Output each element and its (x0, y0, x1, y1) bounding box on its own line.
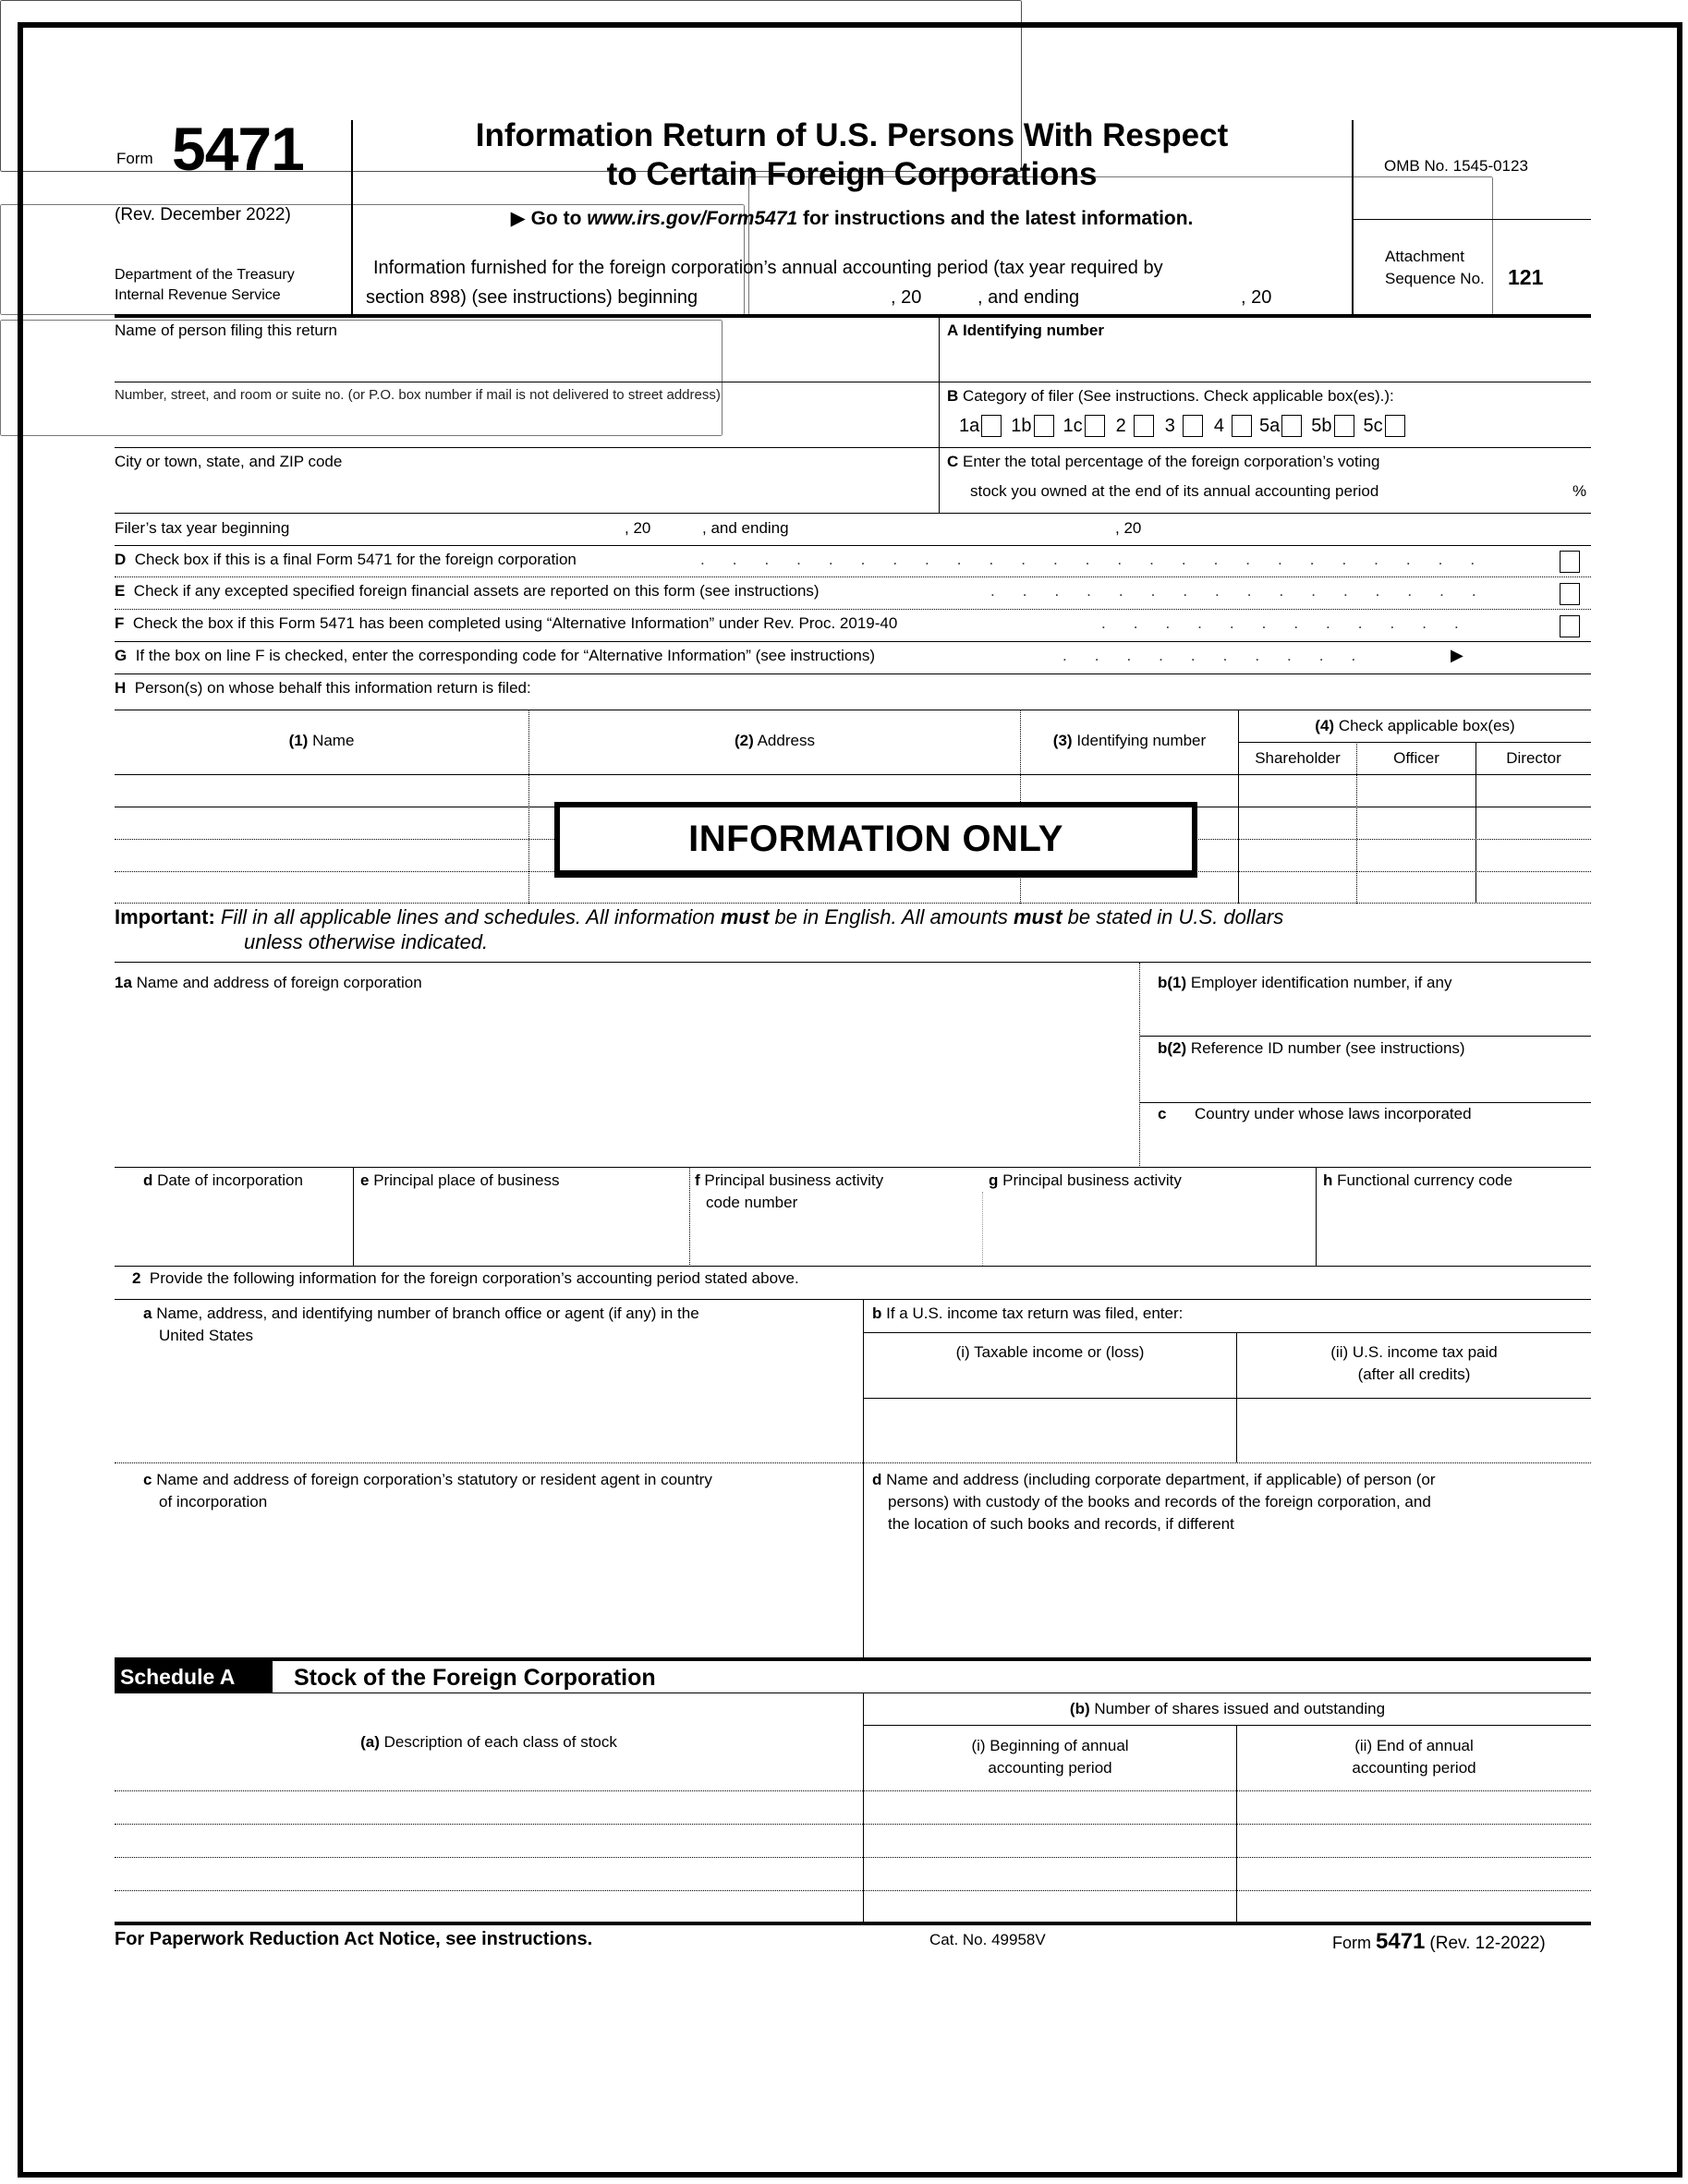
goto-instructions: ▶ Go to www.irs.gov/Form5471 for instructions and the latest information. (510, 208, 1194, 229)
section2-intro: 2 Provide the following information for the foreign corporation’s accounting period stated above. (132, 1269, 799, 1287)
activity-code-label: f Principal business activity (695, 1171, 884, 1189)
beginning-period-header-2: accounting period (988, 1759, 1112, 1777)
rule (115, 1462, 1591, 1463)
ein-label: b(1) Employer identification number, if any (1158, 974, 1452, 991)
filer-tax-year-end-year-input[interactable] (1150, 516, 1191, 542)
line-e-leader: ................ (990, 582, 1504, 600)
ein-input[interactable] (1160, 998, 1589, 1031)
table-row[interactable] (115, 1858, 1591, 1890)
shares-header: (b) Number of shares issued and outstanding (1069, 1700, 1386, 1717)
header-bottom-rule (115, 314, 1591, 318)
schedule-a-title: Stock of the Foreign Corporation (294, 1665, 656, 1691)
country-label: Country under whose laws incorporated (1195, 1105, 1472, 1122)
schedule-a-bottom-rule (115, 1922, 1591, 1925)
period-beginning-input[interactable] (758, 285, 900, 310)
col-divider (1139, 963, 1140, 1168)
incorporation-date-input[interactable] (118, 1201, 353, 1258)
filer-name-input[interactable] (116, 344, 933, 379)
period-ending-label: , and ending (978, 287, 1080, 308)
rule (115, 673, 1591, 674)
rule (1140, 1102, 1591, 1103)
title-line2: to Certain Foreign Corporations (606, 156, 1098, 192)
col-shareholder-header: Shareholder (1255, 749, 1341, 767)
beginning-period-header: (i) Beginning of annual (971, 1737, 1129, 1754)
line-d: D Check box if this is a final Form 5471 for the foreign corporation (115, 551, 577, 568)
line-g: G If the box on line F is checked, enter the corresponding code for “Alternative Information” (see instructions) (115, 647, 876, 664)
period-line2-beginning: section 898) (see instructions) beginning (366, 287, 698, 308)
percent-sign: % (1573, 482, 1587, 500)
activity-label: g Principal business activity (989, 1171, 1182, 1189)
rule (115, 576, 1591, 577)
filer-tax-year-ending-label: , and ending (702, 519, 789, 537)
line-g-leader: .......... (1063, 647, 1384, 664)
filer-column-divider (939, 318, 940, 514)
table-row[interactable] (115, 1825, 1591, 1857)
street-label: Number, street, and room or suite no. (or P.O. box number if mail is not delivered to street address) (115, 387, 721, 403)
category-5b-checkbox[interactable] (1334, 415, 1354, 437)
activity-code-label-2: code number (706, 1194, 798, 1211)
rule (115, 1167, 1591, 1168)
schedule-a-top-rule (115, 1657, 1591, 1661)
department-line1: Department of the Treasury (115, 267, 295, 283)
schedule-a-badge: Schedule A (115, 1661, 273, 1693)
final-form-checkbox[interactable] (1560, 551, 1580, 573)
rule (864, 1398, 1591, 1399)
footer-form-id: Form 5471 (Rev. 12-2022) (1332, 1929, 1546, 1954)
filer-name-label: Name of person filing this return (115, 322, 337, 339)
category-1c-checkbox[interactable] (1085, 415, 1105, 437)
period-ending-input[interactable] (1105, 285, 1247, 310)
rule (115, 903, 1591, 904)
col-check-header: (4) Check applicable box(es) (1315, 717, 1515, 734)
taxable-income-label: (i) Taxable income or (loss) (955, 1343, 1145, 1361)
identifying-number-letter: A (947, 322, 959, 339)
sequence-label: Sequence No. (1385, 270, 1485, 287)
department-line2: Internal Revenue Service (115, 287, 281, 303)
catalog-number: Cat. No. 49958V (929, 1931, 1046, 1948)
alternative-info-code-input[interactable] (1475, 644, 1589, 670)
line-f-leader: ............ (1101, 614, 1487, 632)
taxable-income-input[interactable] (868, 1404, 1234, 1458)
form-title (353, 116, 1351, 194)
category-letter: B (947, 387, 959, 405)
important-line1: Important: Fill in all applicable lines and schedules. All information must be in English. All amounts must be stated in U.S. dollars (115, 905, 1284, 928)
rule (1239, 742, 1591, 743)
currency-code-input[interactable] (1323, 1201, 1589, 1258)
paperwork-notice: For Paperwork Reduction Act Notice, see instructions. (115, 1929, 593, 1949)
foreign-corp-name-label: 1a Name and address of foreign corporation (115, 974, 422, 991)
col-address-header: (2) Address (735, 732, 815, 749)
filer-tax-year-label: Filer’s tax year beginning (115, 519, 290, 537)
city-input[interactable] (116, 475, 933, 510)
omb-number: OMB No. 1545-0123 (1384, 157, 1528, 175)
filer-tax-year-20b: , 20 (1115, 519, 1142, 537)
reference-id-input[interactable] (1160, 1064, 1589, 1098)
period-line1: Information furnished for the foreign corporation’s annual accounting period (tax year required by (373, 258, 1163, 278)
identifying-number-label: Identifying number (963, 322, 1104, 339)
omb-divider (1353, 219, 1591, 220)
arrow-right-icon: ▶ (1451, 646, 1463, 664)
title-line1: Information Return of U.S. Persons With Respect (475, 117, 1229, 153)
col-divider (982, 1192, 983, 1266)
percentage-label-line1: Enter the total percentage of the foreign corporation’s voting (963, 453, 1380, 470)
period-20a: , 20 (891, 287, 922, 308)
category-5c-checkbox[interactable] (1385, 415, 1405, 437)
percentage-label-line2: stock you owned at the end of its annual accounting period (970, 482, 1379, 500)
period-beginning-year-input[interactable] (937, 285, 978, 310)
line-e: E Check if any excepted specified foreign financial assets are reported on this form (see instructions) (115, 582, 820, 600)
col-director-header: Director (1506, 749, 1561, 767)
reference-id-label: b(2) Reference ID number (see instructions) (1158, 1039, 1465, 1057)
category-1b-checkbox[interactable] (1034, 415, 1054, 437)
table-row[interactable] (115, 1791, 1591, 1824)
activity-input[interactable] (987, 1201, 1314, 1258)
tax-paid-label: (ii) U.S. income tax paid (1330, 1343, 1498, 1361)
information-only-stamp: INFORMATION ONLY (554, 802, 1197, 878)
category-5a-checkbox[interactable] (1281, 415, 1302, 437)
rule (115, 962, 1591, 963)
col-divider (353, 1168, 354, 1267)
category-1a-checkbox[interactable] (981, 415, 1002, 437)
attachment-label: Attachment (1385, 248, 1464, 265)
table-row[interactable] (115, 1891, 1591, 1922)
books-records-label-3: the location of such books and records, if different (888, 1515, 1234, 1533)
rule (115, 545, 1591, 546)
rule (115, 609, 1591, 610)
rule (864, 1332, 1591, 1333)
filer-tax-year-begin-year-input[interactable] (660, 516, 700, 542)
category-3-checkbox[interactable] (1183, 415, 1203, 437)
col-officer-header: Officer (1393, 749, 1439, 767)
principal-place-input[interactable] (358, 1201, 687, 1258)
form-number: 5471 (172, 115, 304, 183)
incorporation-date-label: d Date of incorporation (143, 1171, 303, 1189)
currency-code-label: h Functional currency code (1323, 1171, 1513, 1189)
branch-office-label-2: United States (159, 1327, 254, 1344)
activity-code-input[interactable] (695, 1218, 980, 1260)
stock-class-header: (a) Description of each class of stock (360, 1733, 617, 1751)
rule (1140, 1036, 1591, 1037)
percentage-letter: C (947, 453, 959, 470)
filer-tax-year-begin-input[interactable] (333, 516, 613, 542)
category-2-checkbox[interactable] (1134, 415, 1154, 437)
col-divider (689, 1168, 690, 1267)
category-checkboxes: 1a 1b 1c 2 3 4 5a 5b 5c (959, 413, 1405, 439)
line-f: F Check the box if this Form 5471 has been completed using “Alternative Information” under Rev. Proc. 2019-40 (115, 614, 898, 632)
street-input[interactable] (116, 410, 933, 445)
rule (115, 513, 1591, 514)
filer-tax-year-20a: , 20 (625, 519, 651, 537)
alternative-info-checkbox[interactable] (1560, 615, 1580, 637)
city-label: City or town, state, and ZIP code (115, 453, 343, 470)
form-prefix: Form (116, 150, 153, 167)
tax-paid-label-2: (after all credits) (1357, 1365, 1471, 1383)
statutory-agent-label: c Name and address of foreign corporation’s statutory or resident agent in country (143, 1471, 712, 1488)
end-period-header-2: accounting period (1352, 1759, 1476, 1777)
line-h: H Person(s) on whose behalf this information return is filed: (115, 679, 531, 697)
category-4-checkbox[interactable] (1232, 415, 1252, 437)
rule (115, 447, 1591, 448)
period-ending-year-input[interactable] (1286, 285, 1327, 310)
category-label: Category of filer (See instructions. Check applicable box(es).): (963, 387, 1394, 405)
country-input[interactable] (1160, 1129, 1589, 1162)
col-id-header: (3) Identifying number (1052, 732, 1207, 749)
us-return-label: b If a U.S. income tax return was filed, enter: (872, 1304, 1184, 1322)
principal-place-label: e Principal place of business (360, 1171, 560, 1189)
branch-office-label: a Name, address, and identifying number of branch office or agent (if any) in the (143, 1304, 699, 1322)
form-revision: (Rev. December 2022) (115, 205, 291, 224)
rule (115, 1266, 1591, 1267)
rule (864, 1725, 1591, 1726)
period-20b: , 20 (1241, 287, 1272, 308)
identifying-number-input[interactable] (948, 344, 1589, 379)
filer-tax-year-end-input[interactable] (813, 516, 1112, 542)
country-letter: c (1158, 1105, 1167, 1122)
rule (115, 641, 1591, 642)
books-records-label: d Name and address (including corporate department, if applicable) of person (or (872, 1471, 1436, 1488)
irs-link[interactable]: www.irs.gov/Form5471 (587, 208, 798, 229)
header-divider-right (1352, 120, 1354, 316)
rule (115, 1299, 1591, 1300)
important-line2: unless otherwise indicated. (244, 930, 489, 953)
sequence-number: 121 (1508, 265, 1544, 289)
excepted-assets-checkbox[interactable] (1560, 583, 1580, 605)
col-divider (1316, 1168, 1317, 1267)
percentage-input[interactable] (1478, 479, 1563, 506)
statutory-agent-label-2: of incorporation (159, 1493, 268, 1511)
col-name-header: (1) Name (288, 732, 355, 749)
arrow-right-icon: ▶ (510, 208, 526, 229)
end-period-header: (ii) End of annual (1354, 1737, 1474, 1754)
line-d-leader: ......................... (700, 551, 1503, 568)
tax-paid-input[interactable] (1242, 1404, 1589, 1458)
books-records-label-2: persons) with custody of the books and records of the foreign corporation, and (888, 1493, 1431, 1511)
